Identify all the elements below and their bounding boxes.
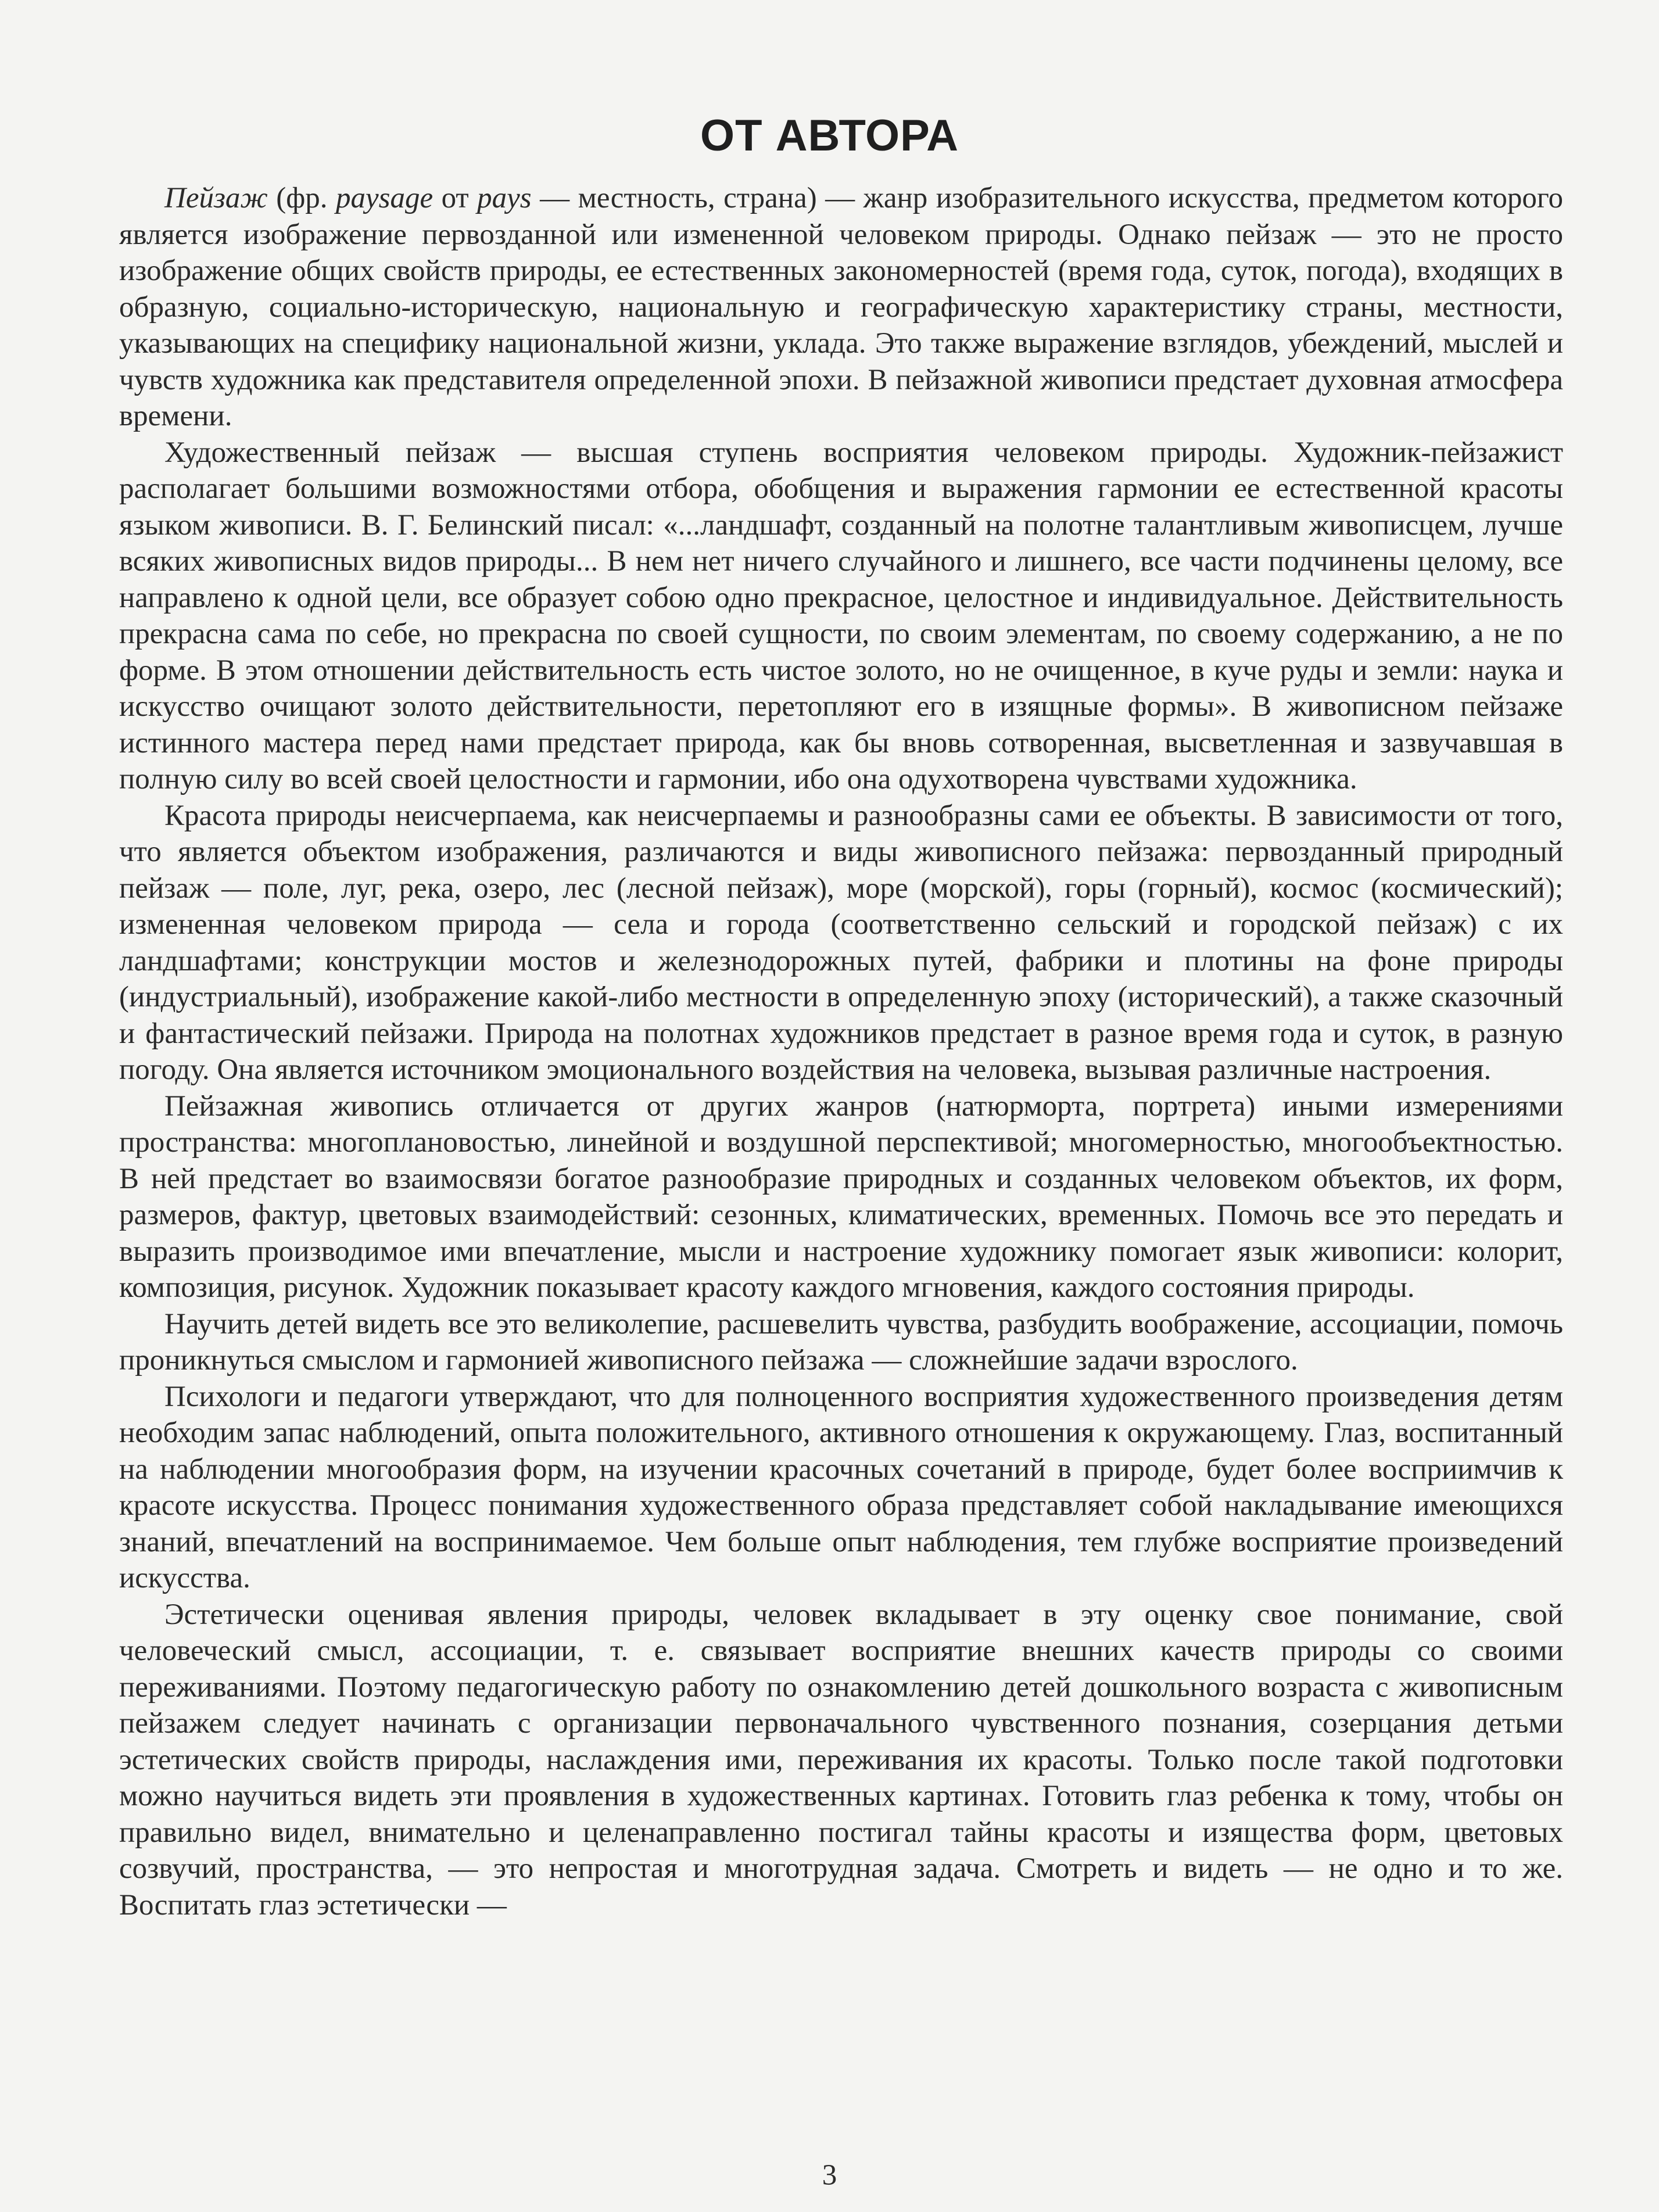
paragraph-4: Пейзажная живопись отличается от других жанров (натюрморта, портрета) иными измерениями пространства: многоплановостью, линейной и воздушной перспективой; многомерностью, многообъектностью. В ней предстает во взаимосвязи богатое разнообразие природных и созданных человеком объектов, их форм, размеров, фактур, цветовых взаимодействий: сезонных, климатических, временных. Помочь все это передать и выразить производимое ими впечатление, мысли и настроение художнику помогает язык живописи: колорит, композиция, рисунок. Художник показывает красоту каждого мгновения, каждого состояния природы. bbox=[119, 1089, 1563, 1304]
page-number: 3 bbox=[822, 2159, 837, 2192]
paragraph-3: Красота природы неисчерпаема, как неисчерпаемы и разнообразны сами ее объекты. В зависимости от того, что является объектом изображения, различаются и виды живописного пейзажа: первозданный природный пейзаж — поле, луг, река, озеро, лес (лесной пейзаж), море (морской), горы (горный), космос (космический); измененная человеком природа — села и города (соответственно сельский и городской пейзаж) с их ландшафтами; конструкции мостов и железнодорожных путей, фабрики и плотины на фоне природы (индустриальный), изображение какой-либо местности в определенную эпоху (исторический), а также сказочный и фантастический пейзажи. Природа на полотнах художников предстает в разное время года и суток, в разную погоду. Она является источником эмоционального воздействия на человека, вызывая различные настроения. bbox=[119, 799, 1563, 1086]
french-word-pays: pays bbox=[477, 182, 532, 214]
intro-rest: — местность, страна) — жанр изобразительного искусства, предметом которого является изображение первозданной или измененной человеком природы. Однако пейзаж — это не просто изображение общих свойств природы, ее естественных закономерностей (время года, суток, погода), входящих в образную, социально-историческую, национальную и географическую характеристику страны, местности, указывающих на специфику национальной жизни, уклада. Это также выражение взглядов, убеждений, мыслей и чувств художника как представителя определенной эпохи. В пейзажной живописи предстает духовная атмосфера времени. bbox=[119, 182, 1564, 432]
paragraph-6: Психологи и педагоги утверждают, что для полноценного восприятия художественного произведения детям необходим запас наблюдений, опыта положительного, активного отношения к окружающему. Глаз, воспитанный на наблюдении многообразия форм, на изучении красочных сочетаний в природе, будет более восприимчив к красоте искусства. Процесс понимания художественного образа представляет собой накладывание имеющихся знаний, впечатлений на воспринимаемое. Чем больше опыт наблюдения, тем глубже восприятие произведений искусства. bbox=[119, 1380, 1563, 1594]
paragraph-2: Художественный пейзаж — высшая ступень восприятия человеком природы. Художник-пейзажист располагает большими возможностями отбора, обобщения и выражения гармонии ее естественной красоты языком живописи. В. Г. Белинский писал: «...ландшафт, созданный на полотне талантливым живописцем, лучше всяких живописных видов природы... В нем нет ничего случайного и лишнего, все части подчинены целому, все направлено к одной цели, все образует собою одно прекрасное, целостное и индивидуальное. Действительность прекрасна сама по себе, но прекрасна по своей сущности, по своим элементам, по своему содержанию, а не по форме. В этом отношении действительность есть чистое золото, но не очищенное, в куче руды и земли: наука и искусство очищают золото действительности, перетопляют его в изящные формы». В живописном пейзаже истинного мастера перед нами предстает природа, как бы вновь сотворенная, высветленная и зазвучавшая в полную силу во всей своей целостности и гармонии, ибо она одухотворена чувствами художника. bbox=[119, 436, 1563, 795]
page-title: ОТ АВТОРА bbox=[700, 111, 959, 160]
page-body bbox=[119, 180, 1563, 1923]
paragraph-7: Эстетически оценивая явления природы, человек вкладывает в эту оценку свое понимание, свой человеческий смысл, ассоциации, т. е. связывает восприятие внешних качеств природы со своими переживаниями. Поэтому педагогическую работу по ознакомлению детей дошкольного возраста с живописным пейзажем следует начинать с организации первоначального чувственного познания, созерцания детьми эстетических свойств природы, наслаждения ими, переживания их красоты. Только после такой подготовки можно научиться видеть эти проявления в художественных картинах. Готовить глаз ребенка к тому, чтобы он правильно видел, внимательно и целенаправленно постигал тайны красоты и изящества форм, цветовых созвучий, пространства, — это непростая и многотрудная задача. Смотреть и видеть — не одно и то же. Воспитать глаз эстетически — bbox=[119, 1598, 1563, 1921]
paragraph-intro bbox=[119, 180, 1563, 435]
intro-mid: от bbox=[433, 182, 478, 214]
term-peyzazh: Пейзаж bbox=[164, 182, 268, 214]
french-word-paysage: paysage bbox=[336, 182, 433, 214]
paragraph-5: Научить детей видеть все это великолепие, расшевелить чувства, разбудить воображение, ассоциации, помочь проникнуться смыслом и гармонией живописного пейзажа — сложнейшие задачи взрослого. bbox=[119, 1307, 1563, 1376]
intro-open: (фр. bbox=[267, 182, 336, 214]
